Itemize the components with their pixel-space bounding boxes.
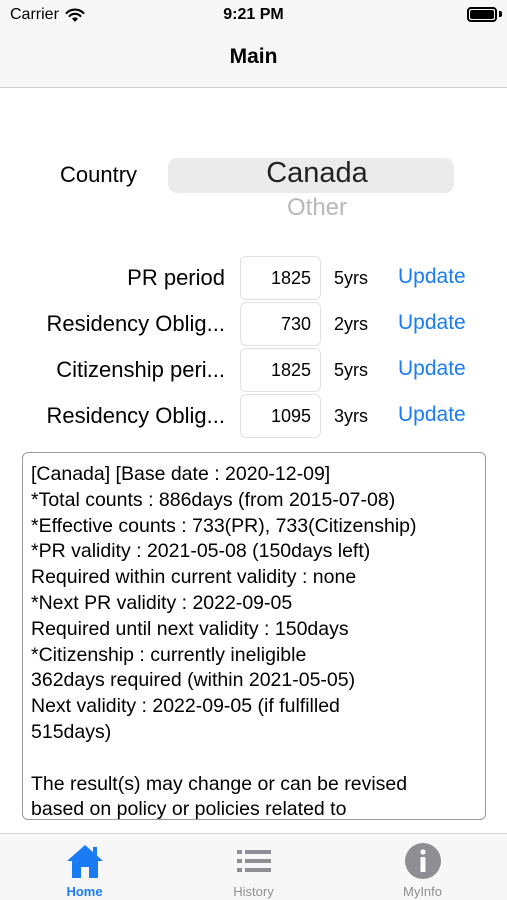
battery-icon (467, 7, 497, 22)
pr-residency-obligation-input[interactable] (240, 302, 321, 346)
tab-bar (0, 833, 507, 900)
tab-home-label: Home (66, 884, 103, 899)
citizenship-residency-obligation-input[interactable] (240, 394, 321, 438)
result-line: *Citizenship : currently ineligible (31, 643, 307, 666)
result-line: *Effective counts : 733(PR), 733(Citizenship) (31, 514, 417, 537)
status-bar (0, 0, 507, 30)
citizenship-period-input[interactable] (240, 348, 321, 392)
battery-cap (499, 11, 502, 17)
result-line: 362days required (within 2021-05-05) (31, 669, 356, 692)
result-text-view[interactable] (22, 452, 486, 820)
result-line: Required within current validity : none (31, 566, 357, 589)
list-icon (234, 842, 274, 880)
tab-myinfo[interactable] (338, 834, 507, 900)
tab-home[interactable] (0, 834, 169, 900)
pr-residency-obligation-row (0, 302, 507, 348)
pr-period-unit: 5yrs (334, 268, 369, 288)
tab-history-label: History (233, 884, 274, 899)
country-label: Country (60, 162, 138, 187)
citizenship-residency-obligation-update-button[interactable]: Update (398, 403, 466, 426)
carrier-label: Carrier (10, 6, 59, 23)
result-line: The result(s) may change or can be revised (31, 772, 408, 795)
info-icon (403, 842, 443, 880)
citizenship-period-label: Citizenship peri... (56, 357, 225, 382)
result-line: *Total counts : 886days (from 2015-07-08) (31, 488, 396, 511)
result-line: *PR validity : 2021-05-08 (150days left) (31, 540, 371, 563)
country-picker-option[interactable]: Other (286, 194, 348, 221)
navigation-bar (0, 30, 507, 88)
pr-period-update-button[interactable]: Update (398, 265, 466, 288)
citizenship-residency-obligation-unit: 3yrs (334, 406, 369, 426)
result-line: [Canada] [Base date : 2020-12-09] (31, 463, 331, 485)
home-icon (65, 842, 105, 880)
page-title: Main (229, 45, 278, 68)
tab-myinfo-label: MyInfo (402, 884, 442, 899)
result-line: 515days) (31, 720, 112, 743)
pr-residency-obligation-label: Residency Oblig... (46, 311, 225, 336)
pr-period-input[interactable] (240, 256, 321, 300)
status-time: 9:21 PM (223, 6, 284, 23)
citizenship-residency-obligation-label: Residency Oblig... (46, 403, 225, 428)
result-line: based on policy or policies related to (31, 798, 347, 820)
citizenship-period-row (0, 348, 507, 394)
pr-residency-obligation-update-button[interactable]: Update (398, 311, 466, 334)
country-picker-selected[interactable]: Canada (266, 157, 368, 189)
pr-period-label: PR period (127, 265, 225, 290)
citizenship-residency-obligation-row (0, 394, 507, 440)
result-line: Required until next validity : 150days (31, 617, 349, 640)
pr-residency-obligation-unit: 2yrs (334, 314, 369, 334)
citizenship-period-unit: 5yrs (334, 360, 369, 380)
pr-period-row (0, 256, 507, 302)
citizenship-period-update-button[interactable]: Update (398, 357, 466, 380)
result-line: *Next PR validity : 2022-09-05 (31, 591, 293, 614)
result-line: Next validity : 2022-09-05 (if fulfilled (31, 695, 340, 718)
tab-history[interactable] (169, 834, 338, 900)
result-line (31, 746, 477, 772)
